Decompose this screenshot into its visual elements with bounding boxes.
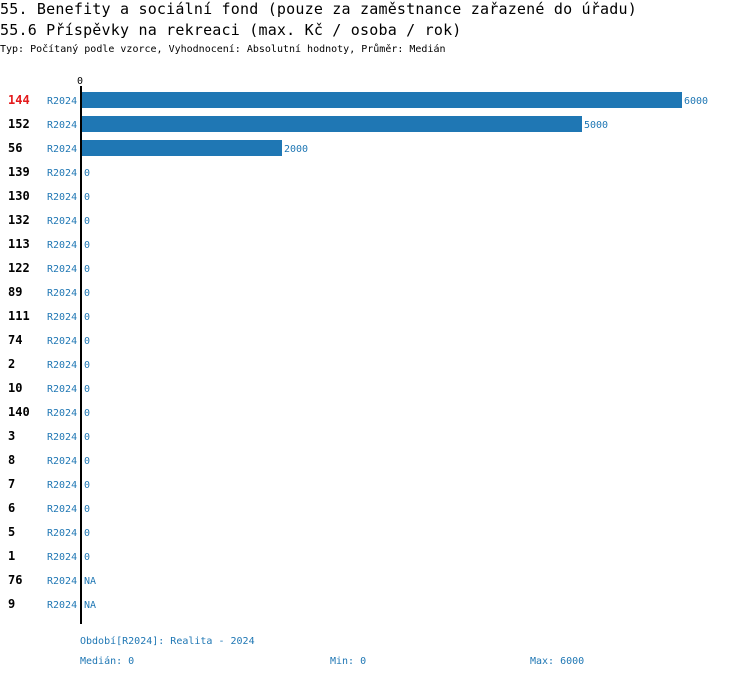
category-label: 10 bbox=[8, 381, 23, 395]
data-label: 0 bbox=[84, 192, 91, 203]
category-label: 76 bbox=[8, 573, 23, 587]
data-label: 6000 bbox=[684, 96, 709, 107]
period-label: R2024 bbox=[47, 120, 78, 131]
data-label: NA bbox=[84, 600, 97, 611]
data-label: 0 bbox=[84, 408, 91, 419]
category-label: 89 bbox=[8, 285, 23, 299]
bar bbox=[82, 140, 282, 156]
category-label: 74 bbox=[8, 333, 23, 347]
category-label: 9 bbox=[8, 597, 16, 611]
period-label: R2024 bbox=[47, 240, 78, 251]
bar bbox=[82, 92, 682, 108]
data-label: 0 bbox=[84, 360, 91, 371]
category-label: 122 bbox=[8, 261, 30, 275]
period-label: R2024 bbox=[47, 96, 78, 107]
data-label: 0 bbox=[84, 480, 91, 491]
period-label: R2024 bbox=[47, 384, 78, 395]
period-label: R2024 bbox=[47, 576, 78, 587]
min-stat: Min: 0 bbox=[330, 656, 367, 667]
period-label: R2024 bbox=[47, 432, 78, 443]
period-label: R2024 bbox=[47, 504, 78, 515]
category-label: 113 bbox=[8, 237, 30, 251]
category-label: 6 bbox=[8, 501, 16, 515]
category-label: 3 bbox=[8, 429, 16, 443]
data-label: 0 bbox=[84, 432, 91, 443]
period-label: R2024 bbox=[47, 456, 78, 467]
data-label: 0 bbox=[84, 384, 91, 395]
category-label: 132 bbox=[8, 213, 30, 227]
category-label: 111 bbox=[8, 309, 30, 323]
period-label: R2024 bbox=[47, 360, 78, 371]
period-label: R2024 bbox=[47, 288, 78, 299]
period-legend: Období[R2024]: Realita - 2024 bbox=[80, 636, 255, 647]
data-label: 0 bbox=[84, 552, 91, 563]
axis-tick-label: 0 bbox=[76, 76, 84, 87]
data-label: 0 bbox=[84, 456, 91, 467]
data-label: 0 bbox=[84, 240, 91, 251]
data-label: 0 bbox=[84, 264, 91, 275]
period-label: R2024 bbox=[47, 600, 78, 611]
category-label: 2 bbox=[8, 357, 16, 371]
period-label: R2024 bbox=[47, 192, 78, 203]
data-label: 0 bbox=[84, 216, 91, 227]
data-label: 0 bbox=[84, 312, 91, 323]
category-label: 139 bbox=[8, 165, 30, 179]
data-label: 2000 bbox=[284, 144, 309, 155]
data-label: 0 bbox=[84, 168, 91, 179]
data-label: NA bbox=[84, 576, 97, 587]
period-label: R2024 bbox=[47, 216, 78, 227]
period-label: R2024 bbox=[47, 264, 78, 275]
period-label: R2024 bbox=[47, 528, 78, 539]
data-label: 0 bbox=[84, 528, 91, 539]
data-label: 0 bbox=[84, 288, 91, 299]
bar bbox=[82, 116, 582, 132]
data-label: 0 bbox=[84, 336, 91, 347]
category-label: 152 bbox=[8, 117, 30, 131]
period-label: R2024 bbox=[47, 552, 78, 563]
category-label: 7 bbox=[8, 477, 16, 491]
category-label: 140 bbox=[8, 405, 30, 419]
chart-title: 55. Benefity a sociální fond (pouze za zaměstnance zařazené do úřadu) bbox=[0, 0, 637, 18]
max-stat: Max: 6000 bbox=[530, 656, 585, 667]
median-stat: Medián: 0 bbox=[80, 656, 135, 667]
period-label: R2024 bbox=[47, 312, 78, 323]
chart-subtitle: 55.6 Příspěvky na rekreaci (max. Kč / osoba / rok) bbox=[0, 21, 462, 39]
data-label: 5000 bbox=[584, 120, 609, 131]
period-label: R2024 bbox=[47, 336, 78, 347]
period-label: R2024 bbox=[47, 480, 78, 491]
category-label: 56 bbox=[8, 141, 23, 155]
category-label: 8 bbox=[8, 453, 16, 467]
period-label: R2024 bbox=[47, 168, 78, 179]
category-label: 130 bbox=[8, 189, 30, 203]
category-label: 1 bbox=[8, 549, 16, 563]
category-label: 5 bbox=[8, 525, 16, 539]
category-label: 144 bbox=[8, 93, 30, 107]
bar-chart bbox=[0, 72, 750, 627]
period-label: R2024 bbox=[47, 408, 78, 419]
data-label: 0 bbox=[84, 504, 91, 515]
period-label: R2024 bbox=[47, 144, 78, 155]
chart-description: Typ: Počítaný podle vzorce, Vyhodnocení: Absolutní hodnoty, Průměr: Medián bbox=[0, 44, 446, 55]
